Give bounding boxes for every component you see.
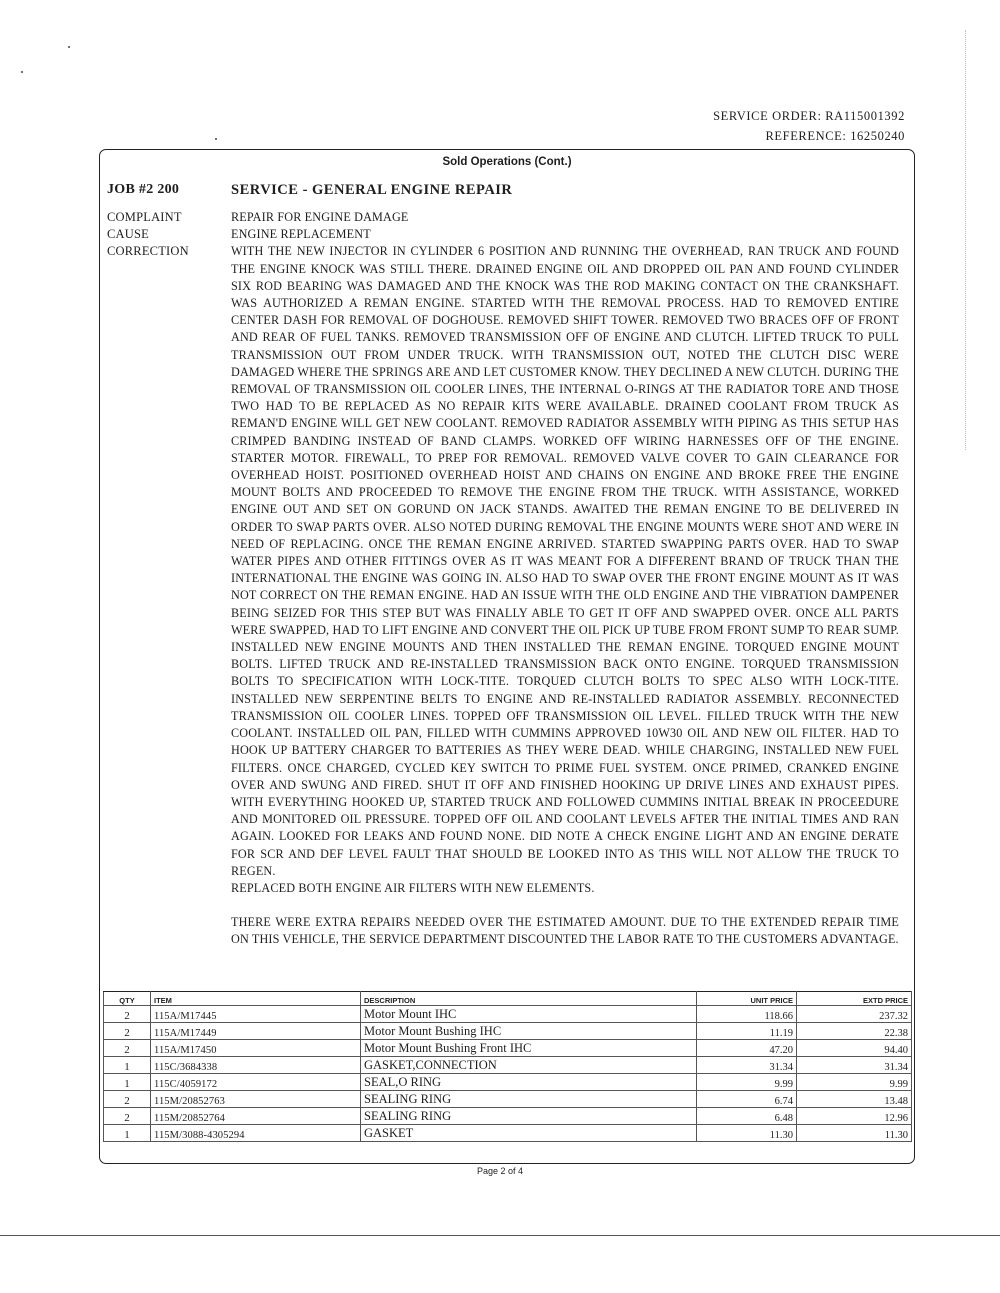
description-cell: GASKET [361,1125,697,1142]
qty-cell: 1 [104,1074,151,1091]
item-cell: 115M/3088-4305294 [151,1125,361,1142]
item-cell: 115C/4059172 [151,1074,361,1091]
page-number: Page 2 of 4 [476,1166,524,1176]
qty-header: QTY [104,992,151,1006]
description-cell: SEALING RING [361,1091,697,1108]
table-row [104,1040,912,1057]
item-cell: 115M/20852764 [151,1108,361,1125]
item-cell: 115A/M17450 [151,1040,361,1057]
job-title: SERVICE - GENERAL ENGINE REPAIR [231,182,513,198]
correction-text-air-filters: REPLACED BOTH ENGINE AIR FILTERS WITH NEW ELEMENTS. [231,880,595,895]
item-cell: 115A/M17449 [151,1023,361,1040]
description-cell: Motor Mount Bushing Front IHC [361,1040,697,1057]
extd-price-cell: 13.48 [797,1091,912,1108]
extd-price-cell: 9.99 [797,1074,912,1091]
cause-text: ENGINE REPLACEMENT [231,227,371,242]
description-cell: SEAL,O RING [361,1074,697,1091]
bottom-rule [0,1235,1000,1236]
extd-price-cell: 12.96 [797,1108,912,1125]
table-row [104,1074,912,1091]
discount-note: THERE WERE EXTRA REPAIRS NEEDED OVER THE ESTIMATED AMOUNT. DUE TO THE EXTENDED REPAIR TIME ON THIS VEHICLE, THE SERVICE DEPARTMENT DISCOUNTED THE LABOR RATE TO THE CUSTOMERS ADVANTAGE. [231,915,899,947]
qty-cell: 2 [104,1040,151,1057]
service-order-number: SERVICE ORDER: RA115001392 [713,109,905,123]
qty-cell: 1 [104,1125,151,1142]
qty-cell: 2 [104,1108,151,1125]
document-header [713,106,905,146]
scan-speck [215,138,217,140]
unit-price-cell: 11.30 [697,1125,797,1142]
item-header: ITEM [151,992,361,1006]
sold-operations-panel [99,149,915,1164]
cause-label: CAUSE [107,227,149,241]
extd-price-cell: 31.34 [797,1057,912,1074]
qty-cell: 2 [104,1006,151,1023]
field-labels [107,209,189,260]
correction-text: WITH THE NEW INJECTOR IN CYLINDER 6 POSITION AND RUNNING THE OVERHEAD, RAN TRUCK AND FOUND THE ENGINE KNOCK WAS STILL THERE. DRAINED ENGINE OIL AND DROPPED OIL PAN AND FOUND CYLINDER SIX ROD BEARING WAS DAMAGED AND THE KNOCK WAS THE ROD MAKING CONTACT ON THE CRANKSHAFT. WAS AUTHORIZED A REMAN ENGINE. STARTED WITH THE REMOVAL PROCESS. HAD TO REMOVED ENTIRE CENTER DASH FOR REMOVAL OF DOGHOUSE. REMOVED SHIFT TOWER. REMOVED TWO BRACES OFF OF FRONT AND REAR OF FUEL TANKS. REMOVED TRANSMISSION OFF OF ENGINE AND CLUTCH. LIFTED TRUCK TO PULL TRANSMISSION OUT FROM UNDER TRUCK. WITH TRANSMISSION OUT, NOTED THE CLUTCH DISC WERE DAMAGED WHERE THE SPRINGS ARE AND LET CUSTOMER KNOW. THEY DECLINED A NEW CLUTCH. DURING THE REMOVAL OF TRANSMISSION OIL COOLER LINES, THE INTERNAL O-RINGS AT THE RADIATOR TORE AND THOSE TWO HAD TO BE REPLACED AS NO REPAIR KITS WERE AVAILABLE. DRAINED COOLANT FROM TRUCK AS REMAN'D ENGINE WILL GET NEW COOLANT. REMOVED RADIATOR ASSEMBLY WITH PIPING AS THIS SETUP HAS CRIMPED BANDING INSTEAD OF BAND CLAMPS. WORKED OFF WIRING HARNESSES OFF OF THE ENGINE. STARTER MOTOR. FIREWALL, TO PREP FOR REMOVAL. REMOVED VALVE COVER TO GAIN CLEARANCE FOR OVERHEAD HOIST. POSITIONED OVERHEAD HOIST AND CHAINS ON ENGINE AND BROKE FREE THE ENGINE MOUNT BOLTS AND PROCEEDED TO REMOVE THE ENGINE FROM THE TRUCK. WITH ASSISTANCE, WORKED ENGINE OUT AND SET ON GORUND ON JACK STANDS. AWAITED THE REMAN ENGINE TO BE DELIVERED IN ORDER TO SWAP PARTS OVER. ALSO NOTED DURING REMOVAL THE ENGINE MOUNTS WERE SHOT AND WERE IN NEED OF REPLACING. ONCE THE REMAN ENGINE ARRIVED. STARTED SWAPPING PARTS OVER. HAD TO SWAP WATER PIPES AND OTHER FITTINGS OVER AS IT WAS MEANT FOR A DIFFERENT BRAND OF TRUCK THAN THE INTERNATIONAL THE ENGINE WAS GOING IN. ALSO HAD TO SWAP OVER THE FRONT ENGINE MOUNT AS IT WAS NOT CORRECT ON THE REMAN ENGINE. HAD AN ISSUE WITH THE OLD ENGINE AND THE VIBRATION DAMPENER BEING SEIZED FOR THIS STEP BUT WAS FINALLY ABLE TO GET IT OFF AND SWAPPED OVER. ONCE ALL PARTS WERE SWAPPED, HAD TO LIFT ENGINE AND CONVERT THE OIL PICK UP TUBE FROM FRONT SUMP TO REAR SUMP. INSTALLED NEW ENGINE MOUNTS AND THEN INSTALLED THE REMAN ENGINE. TORQUED ENGINE MOUNT BOLTS. LIFTED TRUCK AND RE-INSTALLED TRANSMISSION BACK ONTO ENGINE. TORQUED TRANSMISSION BOLTS TO SPECIFICATION WITH LOCK-TITE. TORQUED CLUTCH BOLTS TO SPEC ALSO WITH LOCK-TITE. INSTALLED NEW SERPENTINE BELTS TO ENGINE AND RE-INSTALLED RADIATOR ASSEMBLY. RECONNECTED TRANSMISSION OIL COOLER LINES. TOPPED OFF TRANSMISSION OIL LEVEL. FILLED TRUCK WITH THE NEW COOLANT. INSTALLED OIL PAN, FILLED WITH CUMMINS APPROVED 10W30 OIL AND NEW OIL FILTER. HAD TO HOOK UP BATTERY CHARGER TO BATTERIES AS THEY WERE DEAD. WHILE CHARGING, INSTALLED NEW FUEL FILTERS. ONCE CHARGED, CYCLED KEY SWITCH TO PRIME FUEL SYSTEM. ONCE PRIMED, CRANKED ENGINE OVER AND SWUNG AND FIRED. SHUT IT OFF AND FINISHED HOOKING UP DRIVE LINES AND EXHAUST PIPES. WITH EVERYTHING HOOKED UP, STARTED TRUCK AND FOLLOWED CUMMINS INITIAL BREAK IN PROCEEDURE AND MONITORED OIL PRESSURE. TOPPED OFF OIL AND COOLANT LEVELS AFTER THE INITIAL TIMES AND RAN AGAIN. LOOKED FOR LEAKS AND FOUND NONE. DID NOTE A CHECK ENGINE LIGHT AND AN ENGINE DERATE FOR SCR AND DEF LEVEL FAULT THAT SHOULD BE LOOKED INTO AS THIS WILL NOT ALLOW THE TRUCK TO REGEN. [231,244,899,878]
paragraph-gap [231,897,899,914]
description-cell: Motor Mount IHC [361,1006,697,1023]
job-number: JOB #2 200 [107,182,180,197]
extd-price-cell: 94.40 [797,1040,912,1057]
extd-price-cell: 22.38 [797,1023,912,1040]
reference-number: REFERENCE: 16250240 [765,129,905,143]
scan-speck [68,46,70,48]
unit-price-header: UNIT PRICE [697,992,797,1006]
unit-price-cell: 6.74 [697,1091,797,1108]
qty-cell: 2 [104,1091,151,1108]
table-row [104,1023,912,1040]
table-row [104,1057,912,1074]
parts-table-header [104,992,912,1006]
table-row [104,1125,912,1142]
unit-price-cell: 11.19 [697,1023,797,1040]
item-cell: 115A/M17445 [151,1006,361,1023]
correction-label: CORRECTION [107,244,189,258]
parts-table-body [104,1006,912,1142]
table-row [104,1006,912,1023]
scan-speck [21,71,23,73]
extd-price-cell: 237.32 [797,1006,912,1023]
qty-cell: 1 [104,1057,151,1074]
qty-cell: 2 [104,1023,151,1040]
extd-price-cell: 11.30 [797,1125,912,1142]
complaint-label: COMPLAINT [107,210,182,224]
description-cell: Motor Mount Bushing IHC [361,1023,697,1040]
unit-price-cell: 47.20 [697,1040,797,1057]
extd-price-header: EXTD PRICE [797,992,912,1006]
unit-price-cell: 9.99 [697,1074,797,1091]
scan-edge-marks [963,30,966,450]
table-row [104,1091,912,1108]
complaint-text: REPAIR FOR ENGINE DAMAGE [231,210,409,224]
item-cell: 115C/3684338 [151,1057,361,1074]
description-cell: GASKET,CONNECTION [361,1057,697,1074]
job-details [231,209,899,949]
unit-price-cell: 6.48 [697,1108,797,1125]
parts-table [103,991,912,1142]
unit-price-cell: 118.66 [697,1006,797,1023]
description-header: DESCRIPTION [361,992,697,1006]
section-title: Sold Operations (Cont.) [442,156,572,168]
description-cell: SEALING RING [361,1108,697,1125]
table-row [104,1108,912,1125]
unit-price-cell: 31.34 [697,1057,797,1074]
item-cell: 115M/20852763 [151,1091,361,1108]
